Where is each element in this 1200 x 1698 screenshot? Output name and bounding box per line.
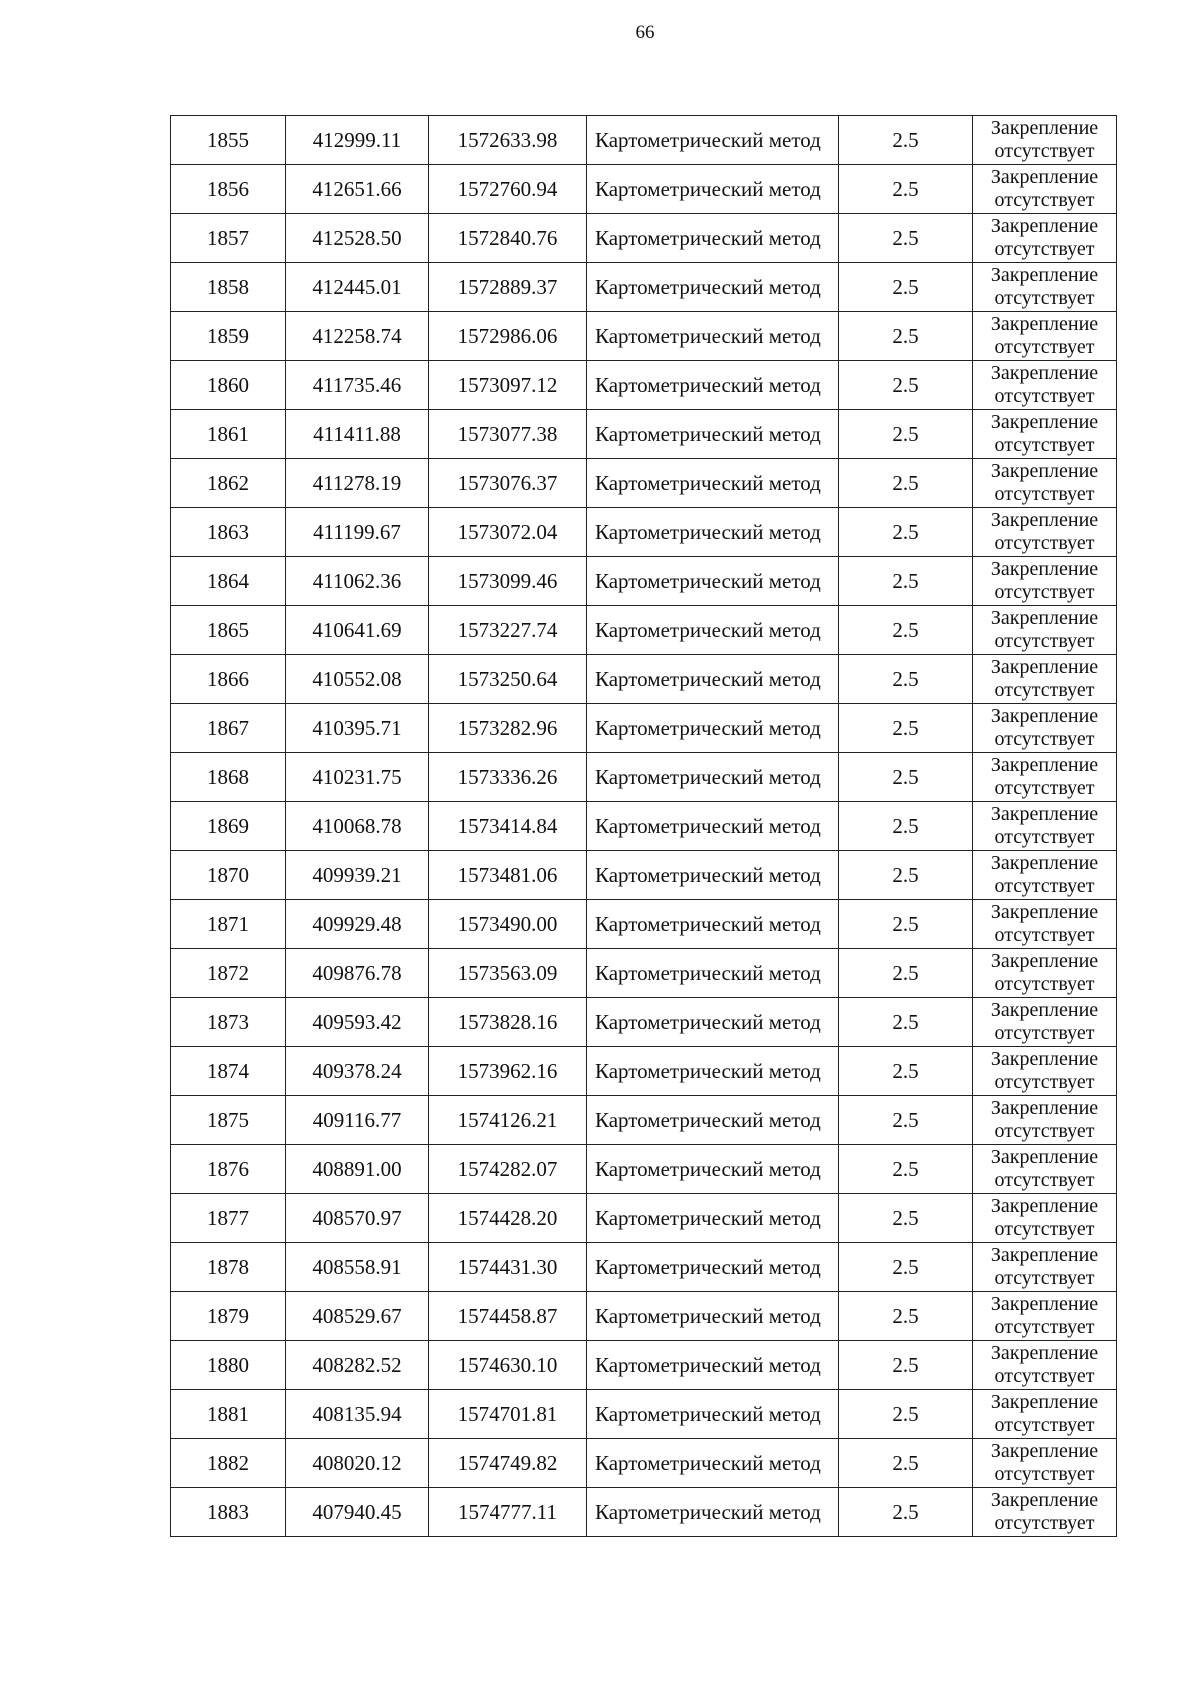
note-line-2: отсутствует bbox=[994, 1071, 1095, 1093]
table-row bbox=[171, 802, 1117, 851]
y-coordinate-cell: 1573072.04 bbox=[429, 508, 587, 557]
note-cell bbox=[973, 165, 1117, 214]
y-coordinate-cell: 1574458.87 bbox=[429, 1292, 587, 1341]
x-coordinate-cell: 408891.00 bbox=[286, 1145, 429, 1194]
method-cell: Картометрический метод bbox=[587, 851, 839, 900]
y-coordinate-cell: 1573076.37 bbox=[429, 459, 587, 508]
error-cell: 2.5 bbox=[839, 1145, 973, 1194]
point-number-cell: 1870 bbox=[171, 851, 286, 900]
note-line-1: Закрепление bbox=[990, 1244, 1099, 1266]
point-number-cell: 1855 bbox=[171, 116, 286, 165]
error-cell: 2.5 bbox=[839, 1047, 973, 1096]
point-number-cell: 1873 bbox=[171, 998, 286, 1047]
note-line-2: отсутствует bbox=[994, 1316, 1095, 1338]
table-row bbox=[171, 508, 1117, 557]
error-cell: 2.5 bbox=[839, 214, 973, 263]
note-line-1: Закрепление bbox=[990, 1440, 1099, 1462]
coordinates-table bbox=[170, 115, 1117, 1537]
note-line-2: отсутствует bbox=[994, 924, 1095, 946]
x-coordinate-cell: 408558.91 bbox=[286, 1243, 429, 1292]
point-number-cell: 1874 bbox=[171, 1047, 286, 1096]
note-line-2: отсутствует bbox=[994, 973, 1095, 995]
table-row bbox=[171, 753, 1117, 802]
point-number-cell: 1880 bbox=[171, 1341, 286, 1390]
y-coordinate-cell: 1573481.06 bbox=[429, 851, 587, 900]
x-coordinate-cell: 412258.74 bbox=[286, 312, 429, 361]
error-cell: 2.5 bbox=[839, 1194, 973, 1243]
note-line-2: отсутствует bbox=[994, 1463, 1095, 1485]
table-row bbox=[171, 1194, 1117, 1243]
y-coordinate-cell: 1574630.10 bbox=[429, 1341, 587, 1390]
note-line-2: отсутствует bbox=[994, 679, 1095, 701]
point-number-cell: 1864 bbox=[171, 557, 286, 606]
point-number-cell: 1869 bbox=[171, 802, 286, 851]
table-row bbox=[171, 1145, 1117, 1194]
error-cell: 2.5 bbox=[839, 1439, 973, 1488]
table-row bbox=[171, 900, 1117, 949]
note-cell bbox=[973, 214, 1117, 263]
table-row bbox=[171, 998, 1117, 1047]
method-cell: Картометрический метод bbox=[587, 214, 839, 263]
method-cell: Картометрический метод bbox=[587, 263, 839, 312]
point-number-cell: 1866 bbox=[171, 655, 286, 704]
note-line-1: Закрепление bbox=[990, 1489, 1099, 1511]
error-cell: 2.5 bbox=[839, 508, 973, 557]
method-cell: Картометрический метод bbox=[587, 410, 839, 459]
point-number-cell: 1881 bbox=[171, 1390, 286, 1439]
note-cell bbox=[973, 704, 1117, 753]
point-number-cell: 1857 bbox=[171, 214, 286, 263]
note-line-1: Закрепление bbox=[990, 117, 1099, 139]
y-coordinate-cell: 1573077.38 bbox=[429, 410, 587, 459]
note-cell bbox=[973, 655, 1117, 704]
x-coordinate-cell: 408282.52 bbox=[286, 1341, 429, 1390]
x-coordinate-cell: 411735.46 bbox=[286, 361, 429, 410]
method-cell: Картометрический метод bbox=[587, 459, 839, 508]
error-cell: 2.5 bbox=[839, 410, 973, 459]
table-row bbox=[171, 1096, 1117, 1145]
note-line-2: отсутствует bbox=[994, 1414, 1095, 1436]
point-number-cell: 1858 bbox=[171, 263, 286, 312]
table-row bbox=[171, 557, 1117, 606]
y-coordinate-cell: 1573250.64 bbox=[429, 655, 587, 704]
point-number-cell: 1863 bbox=[171, 508, 286, 557]
error-cell: 2.5 bbox=[839, 263, 973, 312]
note-cell bbox=[973, 410, 1117, 459]
error-cell: 2.5 bbox=[839, 1390, 973, 1439]
table-row bbox=[171, 165, 1117, 214]
method-cell: Картометрический метод bbox=[587, 655, 839, 704]
method-cell: Картометрический метод bbox=[587, 1096, 839, 1145]
x-coordinate-cell: 409593.42 bbox=[286, 998, 429, 1047]
table-row bbox=[171, 606, 1117, 655]
point-number-cell: 1882 bbox=[171, 1439, 286, 1488]
x-coordinate-cell: 410395.71 bbox=[286, 704, 429, 753]
note-line-2: отсутствует bbox=[994, 434, 1095, 456]
y-coordinate-cell: 1572633.98 bbox=[429, 116, 587, 165]
note-line-2: отсутствует bbox=[994, 777, 1095, 799]
y-coordinate-cell: 1573336.26 bbox=[429, 753, 587, 802]
note-line-2: отсутствует bbox=[994, 630, 1095, 652]
note-line-2: отсутствует bbox=[994, 1169, 1095, 1191]
x-coordinate-cell: 412528.50 bbox=[286, 214, 429, 263]
table-row bbox=[171, 704, 1117, 753]
y-coordinate-cell: 1574126.21 bbox=[429, 1096, 587, 1145]
x-coordinate-cell: 410641.69 bbox=[286, 606, 429, 655]
note-line-2: отсутствует bbox=[994, 483, 1095, 505]
note-line-1: Закрепление bbox=[990, 901, 1099, 923]
note-line-1: Закрепление bbox=[990, 1097, 1099, 1119]
table-row bbox=[171, 116, 1117, 165]
point-number-cell: 1878 bbox=[171, 1243, 286, 1292]
note-line-1: Закрепление bbox=[990, 509, 1099, 531]
error-cell: 2.5 bbox=[839, 606, 973, 655]
x-coordinate-cell: 411199.67 bbox=[286, 508, 429, 557]
note-cell bbox=[973, 508, 1117, 557]
x-coordinate-cell: 411278.19 bbox=[286, 459, 429, 508]
note-line-2: отсутствует bbox=[994, 1218, 1095, 1240]
note-line-1: Закрепление bbox=[990, 607, 1099, 629]
method-cell: Картометрический метод bbox=[587, 508, 839, 557]
note-line-1: Закрепление bbox=[990, 754, 1099, 776]
method-cell: Картометрический метод bbox=[587, 165, 839, 214]
y-coordinate-cell: 1573490.00 bbox=[429, 900, 587, 949]
note-line-1: Закрепление bbox=[990, 950, 1099, 972]
table-row bbox=[171, 1439, 1117, 1488]
table-row bbox=[171, 1047, 1117, 1096]
table-row bbox=[171, 1243, 1117, 1292]
x-coordinate-cell: 412445.01 bbox=[286, 263, 429, 312]
note-line-2: отсутствует bbox=[994, 287, 1095, 309]
x-coordinate-cell: 412999.11 bbox=[286, 116, 429, 165]
x-coordinate-cell: 408529.67 bbox=[286, 1292, 429, 1341]
point-number-cell: 1877 bbox=[171, 1194, 286, 1243]
table-row bbox=[171, 851, 1117, 900]
error-cell: 2.5 bbox=[839, 1096, 973, 1145]
table-row bbox=[171, 410, 1117, 459]
note-line-1: Закрепление bbox=[990, 1391, 1099, 1413]
note-line-2: отсутствует bbox=[994, 1365, 1095, 1387]
table-row bbox=[171, 1390, 1117, 1439]
x-coordinate-cell: 408020.12 bbox=[286, 1439, 429, 1488]
note-line-1: Закрепление bbox=[990, 852, 1099, 874]
error-cell: 2.5 bbox=[839, 557, 973, 606]
y-coordinate-cell: 1574428.20 bbox=[429, 1194, 587, 1243]
method-cell: Картометрический метод bbox=[587, 1488, 839, 1537]
x-coordinate-cell: 408135.94 bbox=[286, 1390, 429, 1439]
method-cell: Картометрический метод bbox=[587, 1194, 839, 1243]
y-coordinate-cell: 1573563.09 bbox=[429, 949, 587, 998]
error-cell: 2.5 bbox=[839, 361, 973, 410]
note-line-1: Закрепление bbox=[990, 460, 1099, 482]
x-coordinate-cell: 409378.24 bbox=[286, 1047, 429, 1096]
point-number-cell: 1876 bbox=[171, 1145, 286, 1194]
point-number-cell: 1868 bbox=[171, 753, 286, 802]
note-cell bbox=[973, 851, 1117, 900]
note-line-2: отсутствует bbox=[994, 728, 1095, 750]
note-cell bbox=[973, 557, 1117, 606]
note-cell bbox=[973, 1488, 1117, 1537]
note-cell bbox=[973, 1341, 1117, 1390]
y-coordinate-cell: 1574701.81 bbox=[429, 1390, 587, 1439]
note-line-1: Закрепление bbox=[990, 803, 1099, 825]
method-cell: Картометрический метод bbox=[587, 361, 839, 410]
x-coordinate-cell: 409929.48 bbox=[286, 900, 429, 949]
note-line-1: Закрепление bbox=[990, 705, 1099, 727]
note-line-1: Закрепление bbox=[990, 1146, 1099, 1168]
error-cell: 2.5 bbox=[839, 459, 973, 508]
note-line-1: Закрепление bbox=[990, 215, 1099, 237]
method-cell: Картометрический метод bbox=[587, 949, 839, 998]
note-cell bbox=[973, 949, 1117, 998]
method-cell: Картометрический метод bbox=[587, 704, 839, 753]
y-coordinate-cell: 1573828.16 bbox=[429, 998, 587, 1047]
note-line-1: Закрепление bbox=[990, 1048, 1099, 1070]
note-line-1: Закрепление bbox=[990, 362, 1099, 384]
y-coordinate-cell: 1572986.06 bbox=[429, 312, 587, 361]
note-line-1: Закрепление bbox=[990, 558, 1099, 580]
note-line-1: Закрепление bbox=[990, 166, 1099, 188]
point-number-cell: 1872 bbox=[171, 949, 286, 998]
point-number-cell: 1875 bbox=[171, 1096, 286, 1145]
error-cell: 2.5 bbox=[839, 165, 973, 214]
x-coordinate-cell: 407940.45 bbox=[286, 1488, 429, 1537]
y-coordinate-cell: 1573099.46 bbox=[429, 557, 587, 606]
point-number-cell: 1871 bbox=[171, 900, 286, 949]
note-cell bbox=[973, 312, 1117, 361]
y-coordinate-cell: 1574282.07 bbox=[429, 1145, 587, 1194]
y-coordinate-cell: 1574431.30 bbox=[429, 1243, 587, 1292]
error-cell: 2.5 bbox=[839, 753, 973, 802]
x-coordinate-cell: 411062.36 bbox=[286, 557, 429, 606]
note-cell bbox=[973, 1292, 1117, 1341]
table-row bbox=[171, 361, 1117, 410]
note-line-1: Закрепление bbox=[990, 411, 1099, 433]
y-coordinate-cell: 1572889.37 bbox=[429, 263, 587, 312]
note-line-2: отсутствует bbox=[994, 826, 1095, 848]
note-line-2: отсутствует bbox=[994, 875, 1095, 897]
note-line-2: отсутствует bbox=[994, 1267, 1095, 1289]
method-cell: Картометрический метод bbox=[587, 557, 839, 606]
point-number-cell: 1856 bbox=[171, 165, 286, 214]
method-cell: Картометрический метод bbox=[587, 998, 839, 1047]
point-number-cell: 1861 bbox=[171, 410, 286, 459]
x-coordinate-cell: 408570.97 bbox=[286, 1194, 429, 1243]
note-line-2: отсутствует bbox=[994, 336, 1095, 358]
point-number-cell: 1867 bbox=[171, 704, 286, 753]
note-line-1: Закрепление bbox=[990, 264, 1099, 286]
method-cell: Картометрический метод bbox=[587, 1341, 839, 1390]
y-coordinate-cell: 1573962.16 bbox=[429, 1047, 587, 1096]
point-number-cell: 1860 bbox=[171, 361, 286, 410]
table-row bbox=[171, 949, 1117, 998]
y-coordinate-cell: 1574777.11 bbox=[429, 1488, 587, 1537]
note-cell bbox=[973, 1439, 1117, 1488]
point-number-cell: 1883 bbox=[171, 1488, 286, 1537]
method-cell: Картометрический метод bbox=[587, 606, 839, 655]
note-cell bbox=[973, 998, 1117, 1047]
note-line-2: отсутствует bbox=[994, 1022, 1095, 1044]
note-line-1: Закрепление bbox=[990, 313, 1099, 335]
y-coordinate-cell: 1572840.76 bbox=[429, 214, 587, 263]
point-number-cell: 1862 bbox=[171, 459, 286, 508]
method-cell: Картометрический метод bbox=[587, 1243, 839, 1292]
note-cell bbox=[973, 1390, 1117, 1439]
method-cell: Картометрический метод bbox=[587, 900, 839, 949]
note-cell bbox=[973, 361, 1117, 410]
table-row bbox=[171, 263, 1117, 312]
note-cell bbox=[973, 900, 1117, 949]
method-cell: Картометрический метод bbox=[587, 1439, 839, 1488]
table-row bbox=[171, 1292, 1117, 1341]
table-row bbox=[171, 459, 1117, 508]
y-coordinate-cell: 1573097.12 bbox=[429, 361, 587, 410]
method-cell: Картометрический метод bbox=[587, 1390, 839, 1439]
note-line-1: Закрепление bbox=[990, 999, 1099, 1021]
note-cell bbox=[973, 802, 1117, 851]
method-cell: Картометрический метод bbox=[587, 116, 839, 165]
note-line-1: Закрепление bbox=[990, 1342, 1099, 1364]
table-row bbox=[171, 1488, 1117, 1537]
method-cell: Картометрический метод bbox=[587, 1145, 839, 1194]
note-cell bbox=[973, 263, 1117, 312]
method-cell: Картометрический метод bbox=[587, 753, 839, 802]
error-cell: 2.5 bbox=[839, 949, 973, 998]
table-row bbox=[171, 214, 1117, 263]
x-coordinate-cell: 409939.21 bbox=[286, 851, 429, 900]
y-coordinate-cell: 1573227.74 bbox=[429, 606, 587, 655]
note-cell bbox=[973, 1096, 1117, 1145]
error-cell: 2.5 bbox=[839, 1341, 973, 1390]
note-cell bbox=[973, 606, 1117, 655]
coordinates-table-body bbox=[171, 116, 1117, 1537]
note-cell bbox=[973, 1243, 1117, 1292]
note-cell bbox=[973, 753, 1117, 802]
method-cell: Картометрический метод bbox=[587, 1047, 839, 1096]
note-line-2: отсутствует bbox=[994, 238, 1095, 260]
note-cell bbox=[973, 1145, 1117, 1194]
x-coordinate-cell: 411411.88 bbox=[286, 410, 429, 459]
y-coordinate-cell: 1573414.84 bbox=[429, 802, 587, 851]
error-cell: 2.5 bbox=[839, 704, 973, 753]
error-cell: 2.5 bbox=[839, 655, 973, 704]
note-line-2: отсутствует bbox=[994, 532, 1095, 554]
note-cell bbox=[973, 1047, 1117, 1096]
error-cell: 2.5 bbox=[839, 802, 973, 851]
note-line-2: отсутствует bbox=[994, 1120, 1095, 1142]
point-number-cell: 1859 bbox=[171, 312, 286, 361]
method-cell: Картометрический метод bbox=[587, 1292, 839, 1341]
note-line-2: отсутствует bbox=[994, 385, 1095, 407]
page-number: 66 bbox=[635, 22, 655, 43]
note-cell bbox=[973, 116, 1117, 165]
x-coordinate-cell: 410231.75 bbox=[286, 753, 429, 802]
table-row bbox=[171, 312, 1117, 361]
note-line-2: отсутствует bbox=[994, 189, 1095, 211]
error-cell: 2.5 bbox=[839, 312, 973, 361]
note-line-1: Закрепление bbox=[990, 1293, 1099, 1315]
x-coordinate-cell: 412651.66 bbox=[286, 165, 429, 214]
note-line-2: отсутствует bbox=[994, 140, 1095, 162]
error-cell: 2.5 bbox=[839, 1243, 973, 1292]
method-cell: Картометрический метод bbox=[587, 312, 839, 361]
y-coordinate-cell: 1572760.94 bbox=[429, 165, 587, 214]
note-line-1: Закрепление bbox=[990, 1195, 1099, 1217]
note-cell bbox=[973, 459, 1117, 508]
y-coordinate-cell: 1574749.82 bbox=[429, 1439, 587, 1488]
error-cell: 2.5 bbox=[839, 998, 973, 1047]
note-line-1: Закрепление bbox=[990, 656, 1099, 678]
point-number-cell: 1879 bbox=[171, 1292, 286, 1341]
error-cell: 2.5 bbox=[839, 900, 973, 949]
note-cell bbox=[973, 1194, 1117, 1243]
x-coordinate-cell: 410552.08 bbox=[286, 655, 429, 704]
method-cell: Картометрический метод bbox=[587, 802, 839, 851]
note-line-2: отсутствует bbox=[994, 581, 1095, 603]
error-cell: 2.5 bbox=[839, 1292, 973, 1341]
error-cell: 2.5 bbox=[839, 1488, 973, 1537]
table-row bbox=[171, 1341, 1117, 1390]
x-coordinate-cell: 409876.78 bbox=[286, 949, 429, 998]
x-coordinate-cell: 409116.77 bbox=[286, 1096, 429, 1145]
error-cell: 2.5 bbox=[839, 116, 973, 165]
note-line-2: отсутствует bbox=[994, 1512, 1095, 1534]
error-cell: 2.5 bbox=[839, 851, 973, 900]
y-coordinate-cell: 1573282.96 bbox=[429, 704, 587, 753]
point-number-cell: 1865 bbox=[171, 606, 286, 655]
x-coordinate-cell: 410068.78 bbox=[286, 802, 429, 851]
table-row bbox=[171, 655, 1117, 704]
